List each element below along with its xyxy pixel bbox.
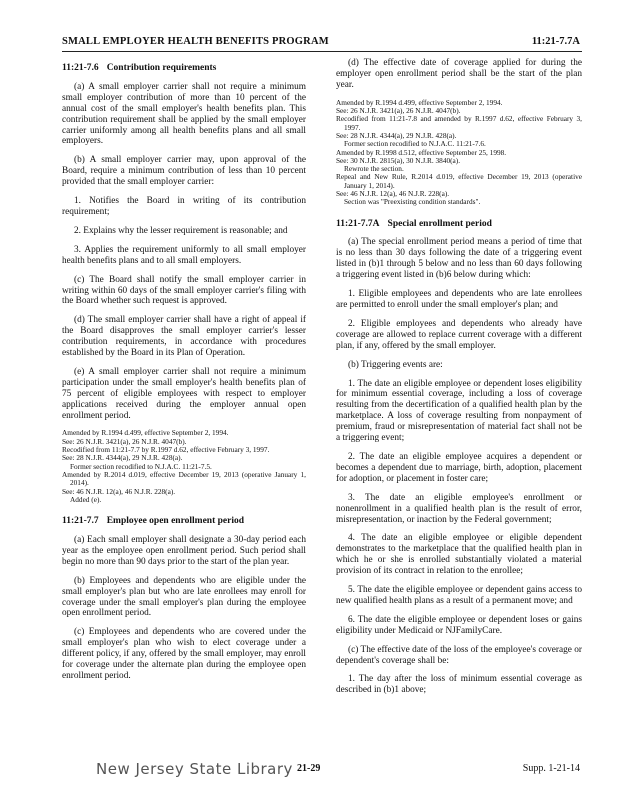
paragraph: 2. Explains why the lesser requirement is reasonable; and (74, 225, 288, 236)
history-line: Former section recodified to N.J.A.C. 11:21-7.6. (344, 139, 486, 149)
running-header-title: SMALL EMPLOYER HEALTH BENEFITS PROGRAM (62, 36, 329, 47)
paragraph: 5. The date the eligible employee or dependent gains access to new qualified health plans as a result of a permanent move; and (336, 585, 582, 606)
paragraph: (c) The Board shall notify the small employer carrier in writing within 60 days of the small employer carrier's filing with the Board whether such request is approved. (62, 274, 306, 307)
history-line: Amended by R.1994 d.499, effective September 2, 1994. (336, 97, 503, 107)
paragraph: 4. The date an eligible employee or eligible dependent demonstrates to the marketplace that the qualified health plan in which he or she is enrolled substantially violated a material provision of its contract in relation to the enrollee; (336, 533, 582, 577)
paragraph: 1. Eligible employees and dependents who are late enrollees are permitted to enroll under the small employer's plan; and (336, 289, 582, 311)
history-line: See: 30 N.J.R. 2815(a), 30 N.J.R. 3840(a). (336, 155, 461, 165)
section-number: 11:21-7.7A (336, 218, 380, 229)
paragraph: (c) The effective date of the loss of the employee's coverage or dependent's coverage shall be: (336, 644, 582, 666)
history-line: See: 46 N.J.R. 12(a), 46 N.J.R. 228(a). (336, 188, 450, 198)
paragraph: 2. The date an eligible employee acquires a dependent or becomes a dependent due to marriage, birth, adoption, placement for adoption, or placement in foster care; (336, 451, 582, 484)
section-number: 11:21-7.6 (62, 63, 99, 73)
paragraph: (b) A small employer carrier may, upon approval of the Board, require a minimum contribution of less than 10 percent provided that the small employer carrier: (62, 155, 306, 188)
history-line: See: 26 N.J.R. 3421(a), 26 N.J.R. 4047(b). (336, 106, 461, 116)
history-line: Section was "Preexisting condition standards". (344, 197, 481, 207)
history-line: Recodified from 11:21-7.7 by R.1997 d.62, effective February 3, 1997. (62, 445, 270, 455)
supplement-date: Supp. 1-21-14 (522, 763, 580, 774)
page-number: 21-29 (297, 763, 321, 774)
history-line: See: 26 N.J.R. 3421(a), 26 N.J.R. 4047(b). (62, 436, 187, 446)
paragraph: 6. The date the eligible employee or dependent loses or gains eligibility under Medicaid or NJFamilyCare. (336, 614, 582, 636)
paragraph: (b) Triggering events are: (348, 359, 443, 370)
history-line: Recodified from 11:21-7.8 and amended by R.1997 d.62, effective February 3, 1997. (336, 114, 582, 132)
paragraph: (e) A small employer carrier shall not require a minimum participation under the small employer's health benefits plan of 75 percent of eligible employees with respect to employer applications received during the employer annual open enrollment period. (62, 366, 306, 421)
section-title: Contribution requirements (106, 63, 217, 73)
paragraph: (a) A small employer carrier shall not require a minimum small employer contribution of more than 10 percent of the annual cost of the small employer's health benefits plan. This contribution requirement shall be applied by the small employer carrier uniformly among all health benefits plans and all small employers. (62, 81, 306, 147)
history-line: See: 28 N.J.R. 4344(a), 29 N.J.R. 428(a). (336, 130, 457, 140)
history-note (336, 99, 582, 207)
paragraph: 3. The date an eligible employee's enrollment or nonenrollment in a qualified health plan is the result of error, misrepresentation, or inaction by the Federal government; (336, 492, 582, 525)
library-watermark-logo: New Jersey State Library (96, 760, 293, 778)
history-line: See: 46 N.J.R. 12(a), 46 N.J.R. 228(a). (62, 486, 176, 496)
section-heading-7-6 (62, 63, 306, 74)
paragraph: 1. The day after the loss of minimum essential coverage as described in (b)1 above; (336, 674, 582, 696)
paragraph: (c) Employees and dependents who are covered under the small employer's plan who wish to elect coverage under a different policy, if any, offered by the small employer, may enroll for coverage under the alternate plan during the employee open enrollment period. (62, 627, 306, 682)
paragraph: 3. Applies the requirement uniformly to all small employer health benefits plans and to all small employers. (62, 244, 306, 266)
paragraph: (a) The special enrollment period means a period of time that is no less than 30 days following the date of a triggering event listed in (b)1 through 5 below and no less than 60 days following a triggering event listed in (b)6 below during which: (336, 237, 582, 281)
paragraph: 1. Notifies the Board in writing of its contribution requirement; (62, 196, 306, 217)
paragraph: (a) Each small employer shall designate a 30-day period each year as the employee open enrollment period. Such period shall begin no more than 90 days prior to the start of the plan year. (62, 535, 306, 567)
running-header-section: 11:21-7.7A (531, 36, 580, 47)
section-heading-7-7a (336, 219, 582, 230)
history-line: Amended by R.1998 d.512, effective September 25, 1998. (336, 147, 507, 157)
history-line: Amended by R.2014 d.019, effective December 19, 2013 (operative January 1, 2014). (62, 469, 306, 488)
paragraph: 2. Eligible employees and dependents who already have coverage are allowed to replace current coverage with a different plan, if any, offered by the small employer. (336, 318, 582, 351)
header-rule (62, 51, 582, 52)
section-title: Special enrollment period (387, 218, 492, 229)
section-heading-7-7 (62, 516, 306, 527)
history-line: Rewrote the section. (344, 164, 404, 174)
history-line: Former section recodified to N.J.A.C. 11:21-7.5. (70, 461, 212, 471)
paragraph: (b) Employees and dependents who are eligible under the small employer's plan but who are late enrollees may enroll for coverage under the small employer's plan during the employee open enrollment period. (62, 575, 306, 619)
paragraph: (d) The effective date of coverage applied for during the employer open enrollment period shall be the start of the plan year. (336, 58, 582, 90)
right-column (336, 58, 582, 704)
paragraph: (d) The small employer carrier shall have a right of appeal if the Board disapproves the small employer carrier's lesser contribution requirements, in accordance with procedures established by the Board in its Plan of Operation. (62, 315, 306, 359)
history-line: Added (e). (70, 494, 102, 504)
history-note (62, 429, 306, 504)
section-title: Employee open enrollment period (106, 516, 244, 527)
paragraph: 1. The date an eligible employee or dependent loses eligibility for minimum essential coverage, including a loss of coverage resulting from the decertification of a qualified health plan by the marketplace. A loss of coverage resulting from nonpayment of premium, fraud or misrepresentation of material fact shall not be a triggering event; (336, 378, 582, 444)
history-line: See: 28 N.J.R. 4344(a), 29 N.J.R. 428(a). (62, 453, 183, 463)
history-line: Repeal and New Rule, R.2014 d.019, effective December 19, 2013 (operative January 1, 2014). (336, 172, 582, 190)
left-column (62, 58, 306, 690)
history-line: Amended by R.1994 d.499, effective September 2, 1994. (62, 428, 229, 438)
section-number: 11:21-7.7 (62, 516, 99, 527)
